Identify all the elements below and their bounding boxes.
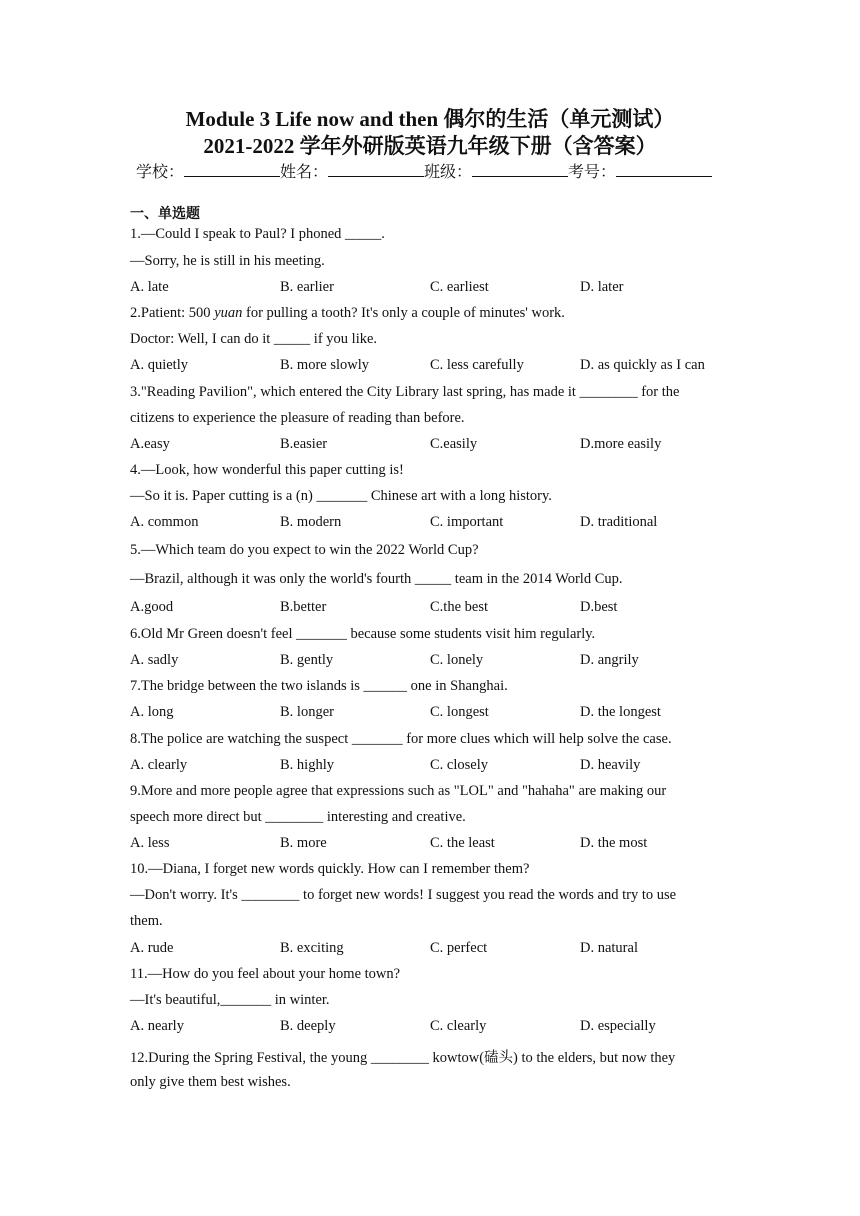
exam-number-blank	[616, 162, 712, 177]
question-2-option-a[interactable]: A. quietly	[130, 357, 188, 373]
question-10-option-b[interactable]: B. exciting	[280, 940, 344, 956]
question-8-option-c[interactable]: C. closely	[430, 757, 488, 773]
section-heading: 一、单选题	[130, 207, 200, 222]
school-blank	[184, 162, 280, 177]
question-5-option-b[interactable]: B.better	[280, 599, 327, 615]
class-label: 班级：	[424, 164, 473, 181]
question-7-stem: 7.The bridge between the two islands is ______ one in Shanghai.	[130, 678, 508, 694]
question-7-option-a[interactable]: A. long	[130, 704, 174, 720]
class-blank	[472, 162, 568, 177]
exam-number-label: 考号：	[568, 164, 617, 181]
question-3-stem: 3."Reading Pavilion", which entered the City Library last spring, has made it ________ for the	[130, 384, 680, 400]
question-2-option-c[interactable]: C. less carefully	[430, 357, 524, 373]
question-4-option-a[interactable]: A. common	[130, 514, 199, 530]
question-1-stem: 1.—Could I speak to Paul? I phoned _____.	[130, 226, 385, 242]
question-7-option-d[interactable]: D. the longest	[580, 704, 661, 720]
question-5-reply: —Brazil, although it was only the world's fourth _____ team in the 2014 World Cup.	[130, 571, 623, 587]
question-11-stem: 11.—How do you feel about your home town?	[130, 966, 401, 982]
question-1-option-b[interactable]: B. earlier	[280, 279, 334, 295]
question-9-option-a[interactable]: A. less	[130, 835, 170, 851]
question-3-option-d[interactable]: D.more easily	[580, 436, 662, 452]
question-1-option-c[interactable]: C. earliest	[430, 279, 489, 295]
question-8-stem: 8.The police are watching the suspect _______ for more clues which will help solve the case.	[130, 731, 672, 747]
question-6-stem: 6.Old Mr Green doesn't feel _______ because some students visit him regularly.	[130, 626, 596, 642]
question-12-stem-cont: only give them best wishes.	[130, 1074, 291, 1090]
question-7-option-b[interactable]: B. longer	[280, 704, 334, 720]
question-4-reply: —So it is. Paper cutting is a (n) _______ Chinese art with a long history.	[130, 488, 552, 504]
question-1-reply: —Sorry, he is still in his meeting.	[130, 253, 325, 269]
document-title: Module 3 Life now and then 偶尔的生活（单元测试）	[185, 107, 675, 131]
question-6-option-a[interactable]: A. sadly	[130, 652, 179, 668]
question-11-option-b[interactable]: B. deeply	[280, 1018, 336, 1034]
question-1-option-a[interactable]: A. late	[130, 279, 169, 295]
question-3-option-b[interactable]: B.easier	[280, 436, 328, 452]
question-10-option-c[interactable]: C. perfect	[430, 940, 488, 956]
question-9-option-b[interactable]: B. more	[280, 835, 327, 851]
question-10-reply: —Don't worry. It's ________ to forget new words! I suggest you read the words and try to use	[130, 887, 677, 903]
question-5-option-c[interactable]: C.the best	[430, 599, 488, 615]
question-11-option-d[interactable]: D. especially	[580, 1018, 656, 1034]
italic-word: yuan	[214, 305, 243, 321]
question-3-stem-cont: citizens to experience the pleasure of reading than before.	[130, 410, 465, 426]
question-5-option-d[interactable]: D.best	[580, 599, 618, 615]
question-6-option-c[interactable]: C. lonely	[430, 652, 484, 668]
question-11-option-c[interactable]: C. clearly	[430, 1018, 487, 1034]
question-9-option-c[interactable]: C. the least	[430, 835, 495, 851]
question-4-option-c[interactable]: C. important	[430, 514, 504, 530]
question-6-option-b[interactable]: B. gently	[280, 652, 334, 668]
question-9-option-d[interactable]: D. the most	[580, 835, 648, 851]
question-2-option-d[interactable]: D. as quickly as I can	[580, 357, 705, 373]
question-2-reply: Doctor: Well, I can do it _____ if you like.	[130, 331, 378, 347]
question-9-stem: 9.More and more people agree that expressions such as "LOL" and "hahaha" are making our	[130, 783, 667, 799]
question-5-stem: 5.—Which team do you expect to win the 2022 World Cup?	[130, 542, 479, 558]
name-blank	[328, 162, 424, 177]
question-11-option-a[interactable]: A. nearly	[130, 1018, 184, 1034]
question-1-option-d[interactable]: D. later	[580, 279, 624, 295]
question-4-stem: 4.—Look, how wonderful this paper cutting is!	[130, 462, 404, 478]
student-info-line	[136, 162, 712, 183]
question-4-option-b[interactable]: B. modern	[280, 514, 342, 530]
question-11-reply: —It's beautiful,_______ in winter.	[130, 992, 330, 1008]
question-4-option-d[interactable]: D. traditional	[580, 514, 658, 530]
question-10-reply-cont: them.	[130, 913, 163, 929]
question-9-stem-cont: speech more direct but ________ interesting and creative.	[130, 809, 466, 825]
question-8-option-a[interactable]: A. clearly	[130, 757, 188, 773]
question-12-stem: 12.During the Spring Festival, the young ________ kowtow(磕头) to the elders, but now they	[130, 1050, 676, 1066]
question-2-stem: 2.Patient: 500 yuan for pulling a tooth? It's only a couple of minutes' work.	[130, 305, 565, 321]
question-2-option-b[interactable]: B. more slowly	[280, 357, 370, 373]
question-8-option-d[interactable]: D. heavily	[580, 757, 641, 773]
question-8-option-b[interactable]: B. highly	[280, 757, 334, 773]
question-10-option-a[interactable]: A. rude	[130, 940, 174, 956]
question-10-stem: 10.—Diana, I forget new words quickly. How can I remember them?	[130, 861, 530, 877]
question-3-option-c[interactable]: C.easily	[430, 436, 478, 452]
question-3-option-a[interactable]: A.easy	[130, 436, 170, 452]
question-5-option-a[interactable]: A.good	[130, 599, 174, 615]
question-6-option-d[interactable]: D. angrily	[580, 652, 639, 668]
name-label: 姓名：	[280, 164, 329, 181]
document-subtitle: 2021-2022 学年外研版英语九年级下册（含答案）	[203, 134, 657, 158]
school-label: 学校：	[136, 164, 185, 181]
question-10-option-d[interactable]: D. natural	[580, 940, 638, 956]
question-7-option-c[interactable]: C. longest	[430, 704, 489, 720]
